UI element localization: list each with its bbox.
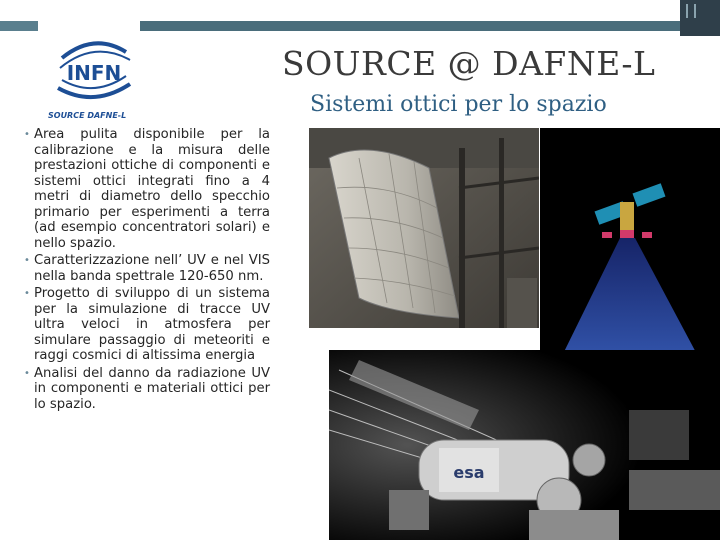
slide-subtitle: Sistemi ottici per lo spazio xyxy=(310,92,607,117)
bullet-icon: • xyxy=(24,129,30,140)
infn-logo xyxy=(48,28,140,124)
bullet-item: • Progetto di sviluppo di un sistema per la simulazione di tracce UV ultra veloci in atmosfera per simulare passaggio di meteoriti e raggi cosmici di altissima energia xyxy=(24,286,270,363)
bullet-item: • Area pulita disponibile per la calibrazione e la misura delle prestazioni ottiche di componenti e sistemi ottici integrati fino a 4 metri di diametro dello specchio primario per esperimenti a terra (ad esempio concentratori solari) e nello spazio. xyxy=(24,127,270,251)
esa-logo: esa xyxy=(453,463,485,482)
corner-decoration xyxy=(680,0,720,36)
slide-title: SOURCE @ DAFNE-L xyxy=(282,44,656,83)
satellite-image xyxy=(540,128,720,360)
accent-stripe-dark xyxy=(140,21,720,31)
mirror-concentrator-image xyxy=(309,128,539,328)
bullet-item: • Caratterizzazione nell’ UV e nel VIS nella banda spettrale 120-650 nm. xyxy=(24,253,270,284)
space-station-image xyxy=(329,350,720,540)
logo-text: INFN xyxy=(66,61,122,85)
bullet-item: • Analisi del danno da radiazione UV in componenti e materiali ottici per lo spazio. xyxy=(24,365,270,412)
bullet-icon: • xyxy=(24,367,30,379)
logo-caption: SOURCE DAFNE-L xyxy=(48,111,127,120)
bullet-icon: • xyxy=(24,255,30,266)
bullet-list xyxy=(24,127,270,414)
bullet-icon: • xyxy=(24,288,30,299)
